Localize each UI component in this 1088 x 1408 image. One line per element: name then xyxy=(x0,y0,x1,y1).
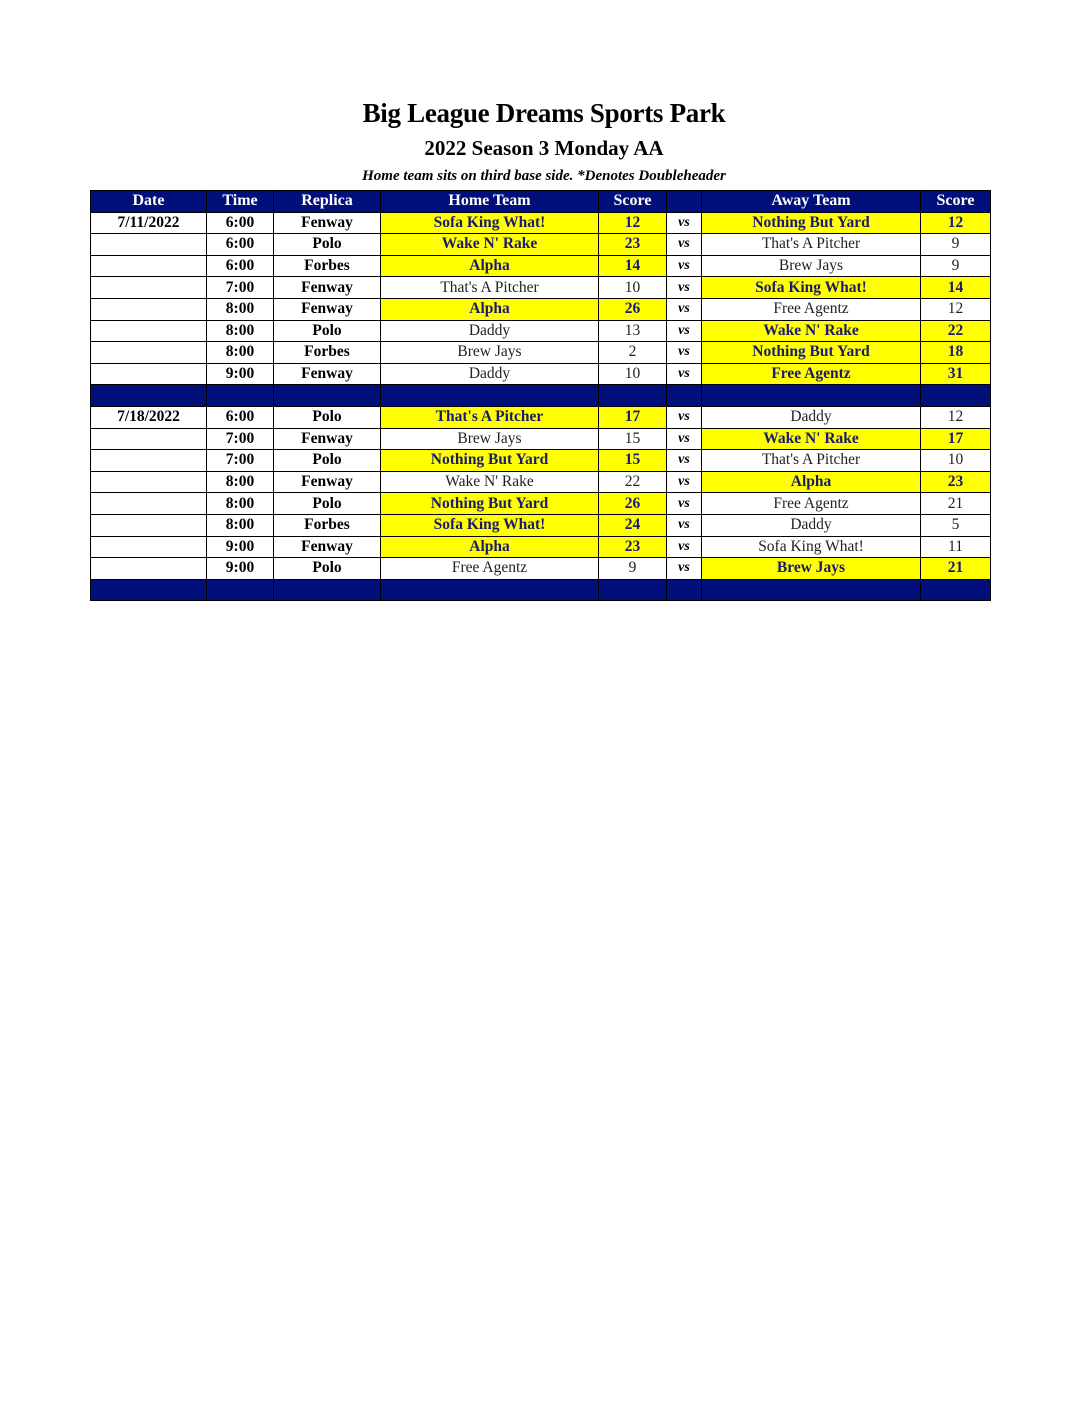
away-team: Nothing But Yard xyxy=(702,342,921,364)
game-date xyxy=(91,514,207,536)
away-team: Daddy xyxy=(702,514,921,536)
header-date: Date xyxy=(91,191,207,213)
vs-label: vs xyxy=(667,406,702,428)
vs-label: vs xyxy=(667,558,702,580)
away-score: 21 xyxy=(921,493,991,515)
away-score: 31 xyxy=(921,363,991,385)
home-score: 15 xyxy=(599,450,667,472)
away-team: Nothing But Yard xyxy=(702,212,921,234)
game-date xyxy=(91,234,207,256)
home-team: That's A Pitcher xyxy=(381,406,599,428)
away-team: Brew Jays xyxy=(702,255,921,277)
home-score: 12 xyxy=(599,212,667,234)
away-team: Sofa King What! xyxy=(702,536,921,558)
away-score: 5 xyxy=(921,514,991,536)
separator-cell xyxy=(381,579,599,601)
away-score: 10 xyxy=(921,450,991,472)
game-field: Fenway xyxy=(274,277,381,299)
game-date xyxy=(91,320,207,342)
game-row xyxy=(91,212,991,234)
home-team: Wake N' Rake xyxy=(381,234,599,256)
game-field: Fenway xyxy=(274,363,381,385)
home-team: Alpha xyxy=(381,255,599,277)
game-field: Forbes xyxy=(274,514,381,536)
separator-cell xyxy=(667,579,702,601)
game-time: 8:00 xyxy=(207,342,274,364)
away-team: Free Agentz xyxy=(702,298,921,320)
home-score: 22 xyxy=(599,471,667,493)
away-score: 21 xyxy=(921,558,991,580)
game-time: 6:00 xyxy=(207,406,274,428)
home-score: 26 xyxy=(599,298,667,320)
home-team: Wake N' Rake xyxy=(381,471,599,493)
game-date: 7/18/2022 xyxy=(91,406,207,428)
away-score: 17 xyxy=(921,428,991,450)
game-time: 8:00 xyxy=(207,320,274,342)
game-time: 7:00 xyxy=(207,450,274,472)
game-field: Polo xyxy=(274,234,381,256)
home-team: Free Agentz xyxy=(381,558,599,580)
game-row xyxy=(91,298,991,320)
game-time: 9:00 xyxy=(207,363,274,385)
game-date xyxy=(91,363,207,385)
away-score: 14 xyxy=(921,277,991,299)
game-date xyxy=(91,536,207,558)
game-field: Fenway xyxy=(274,212,381,234)
away-score: 12 xyxy=(921,406,991,428)
game-time: 6:00 xyxy=(207,212,274,234)
home-score: 23 xyxy=(599,536,667,558)
vs-label: vs xyxy=(667,428,702,450)
home-score: 10 xyxy=(599,277,667,299)
game-time: 9:00 xyxy=(207,558,274,580)
page-subtitle: 2022 Season 3 Monday AA xyxy=(424,136,664,160)
home-team: Brew Jays xyxy=(381,342,599,364)
home-score: 26 xyxy=(599,493,667,515)
separator-cell xyxy=(921,579,991,601)
game-row xyxy=(91,558,991,580)
vs-label: vs xyxy=(667,342,702,364)
schedule-table xyxy=(90,190,991,601)
away-team: Daddy xyxy=(702,406,921,428)
separator-cell xyxy=(274,385,381,407)
vs-label: vs xyxy=(667,277,702,299)
separator-cell xyxy=(207,579,274,601)
schedule-note: Home team sits on third base side. *Denotes Doubleheader xyxy=(362,168,726,184)
game-row xyxy=(91,406,991,428)
week-separator-row xyxy=(91,579,991,601)
vs-label: vs xyxy=(667,320,702,342)
home-team: Sofa King What! xyxy=(381,514,599,536)
game-date xyxy=(91,277,207,299)
home-score: 2 xyxy=(599,342,667,364)
away-score: 12 xyxy=(921,298,991,320)
header-away-score: Score xyxy=(921,191,991,213)
home-team: Daddy xyxy=(381,320,599,342)
game-field: Polo xyxy=(274,493,381,515)
away-score: 22 xyxy=(921,320,991,342)
vs-label: vs xyxy=(667,363,702,385)
game-date xyxy=(91,342,207,364)
game-field: Polo xyxy=(274,320,381,342)
separator-cell xyxy=(91,579,207,601)
home-team: Alpha xyxy=(381,536,599,558)
vs-label: vs xyxy=(667,471,702,493)
game-field: Fenway xyxy=(274,298,381,320)
game-time: 7:00 xyxy=(207,428,274,450)
away-team: Free Agentz xyxy=(702,493,921,515)
separator-cell xyxy=(599,385,667,407)
home-team: Brew Jays xyxy=(381,428,599,450)
home-score: 24 xyxy=(599,514,667,536)
home-score: 15 xyxy=(599,428,667,450)
home-team: Sofa King What! xyxy=(381,212,599,234)
header-home-score: Score xyxy=(599,191,667,213)
vs-label: vs xyxy=(667,536,702,558)
game-date xyxy=(91,298,207,320)
game-field: Forbes xyxy=(274,255,381,277)
away-team: Wake N' Rake xyxy=(702,428,921,450)
header-time: Time xyxy=(207,191,274,213)
game-field: Polo xyxy=(274,450,381,472)
week-separator-row xyxy=(91,385,991,407)
home-score: 14 xyxy=(599,255,667,277)
separator-cell xyxy=(207,385,274,407)
game-row xyxy=(91,255,991,277)
game-time: 6:00 xyxy=(207,255,274,277)
away-team: Wake N' Rake xyxy=(702,320,921,342)
game-date xyxy=(91,558,207,580)
header-vs xyxy=(667,191,702,213)
separator-cell xyxy=(702,385,921,407)
away-team: Brew Jays xyxy=(702,558,921,580)
game-date xyxy=(91,493,207,515)
away-team: That's A Pitcher xyxy=(702,450,921,472)
game-field: Polo xyxy=(274,406,381,428)
vs-label: vs xyxy=(667,514,702,536)
home-team: Daddy xyxy=(381,363,599,385)
vs-label: vs xyxy=(667,212,702,234)
game-time: 6:00 xyxy=(207,234,274,256)
game-row xyxy=(91,320,991,342)
game-row xyxy=(91,342,991,364)
separator-cell xyxy=(381,385,599,407)
game-time: 7:00 xyxy=(207,277,274,299)
header-home-team: Home Team xyxy=(381,191,599,213)
game-time: 8:00 xyxy=(207,493,274,515)
away-score: 9 xyxy=(921,255,991,277)
game-row xyxy=(91,450,991,472)
away-score: 23 xyxy=(921,471,991,493)
separator-cell xyxy=(702,579,921,601)
game-time: 8:00 xyxy=(207,514,274,536)
home-score: 13 xyxy=(599,320,667,342)
game-row xyxy=(91,234,991,256)
away-score: 11 xyxy=(921,536,991,558)
game-field: Fenway xyxy=(274,428,381,450)
away-team: Alpha xyxy=(702,471,921,493)
game-field: Fenway xyxy=(274,536,381,558)
game-row xyxy=(91,363,991,385)
game-date xyxy=(91,450,207,472)
page-title: Big League Dreams Sports Park xyxy=(362,98,726,128)
vs-label: vs xyxy=(667,450,702,472)
game-row xyxy=(91,428,991,450)
game-date: 7/11/2022 xyxy=(91,212,207,234)
game-time: 9:00 xyxy=(207,536,274,558)
vs-label: vs xyxy=(667,493,702,515)
header-row xyxy=(91,191,991,213)
game-time: 8:00 xyxy=(207,471,274,493)
away-score: 12 xyxy=(921,212,991,234)
home-score: 9 xyxy=(599,558,667,580)
header-away-team: Away Team xyxy=(702,191,921,213)
away-score: 9 xyxy=(921,234,991,256)
game-date xyxy=(91,428,207,450)
vs-label: vs xyxy=(667,255,702,277)
separator-cell xyxy=(667,385,702,407)
vs-label: vs xyxy=(667,234,702,256)
separator-cell xyxy=(274,579,381,601)
away-team: Free Agentz xyxy=(702,363,921,385)
away-score: 18 xyxy=(921,342,991,364)
home-team: Nothing But Yard xyxy=(381,450,599,472)
game-field: Fenway xyxy=(274,471,381,493)
game-time: 8:00 xyxy=(207,298,274,320)
schedule-body xyxy=(91,212,991,601)
game-date xyxy=(91,471,207,493)
game-row xyxy=(91,493,991,515)
game-field: Forbes xyxy=(274,342,381,364)
game-row xyxy=(91,277,991,299)
game-row xyxy=(91,471,991,493)
home-team: Nothing But Yard xyxy=(381,493,599,515)
game-field: Polo xyxy=(274,558,381,580)
separator-cell xyxy=(599,579,667,601)
header-replica: Replica xyxy=(274,191,381,213)
home-score: 17 xyxy=(599,406,667,428)
game-row xyxy=(91,514,991,536)
separator-cell xyxy=(91,385,207,407)
home-score: 10 xyxy=(599,363,667,385)
home-team: Alpha xyxy=(381,298,599,320)
away-team: That's A Pitcher xyxy=(702,234,921,256)
home-score: 23 xyxy=(599,234,667,256)
away-team: Sofa King What! xyxy=(702,277,921,299)
separator-cell xyxy=(921,385,991,407)
game-row xyxy=(91,536,991,558)
game-date xyxy=(91,255,207,277)
vs-label: vs xyxy=(667,298,702,320)
home-team: That's A Pitcher xyxy=(381,277,599,299)
